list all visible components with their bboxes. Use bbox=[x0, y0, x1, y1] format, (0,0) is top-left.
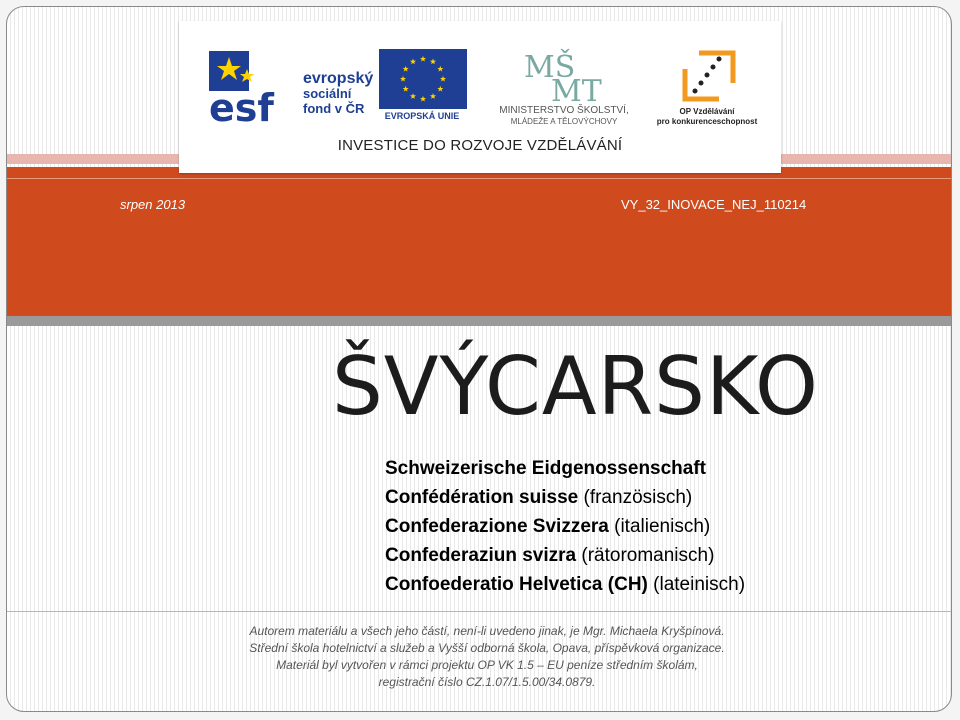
name-bold: Confederazione Svizzera bbox=[385, 516, 609, 537]
official-names-list bbox=[385, 454, 745, 599]
header-band-bottom-stripe bbox=[7, 316, 951, 326]
name-bold: Confédération suisse bbox=[385, 487, 579, 508]
op-vk-logo-icon bbox=[679, 47, 739, 105]
logo-caption: INVESTICE DO ROZVOJE VZDĚLÁVÁNÍ bbox=[337, 137, 623, 154]
esf-line-2: sociální bbox=[303, 86, 352, 101]
material-code: VY_32_INOVACE_NEJ_110214 bbox=[621, 197, 807, 212]
name-language: (lateinisch) bbox=[647, 574, 746, 595]
name-item bbox=[385, 454, 745, 483]
msmt-line-2: MLÁDEŽE A TĚLOVÝCHOVY bbox=[510, 117, 618, 126]
svg-text:MT: MT bbox=[551, 74, 602, 103]
logo-banner bbox=[179, 21, 781, 173]
name-language: (französisch) bbox=[578, 487, 693, 508]
msmt-line-1: MINISTERSTVO ŠKOLSTVÍ, bbox=[499, 105, 629, 116]
date-label: srpen 2013 bbox=[120, 197, 186, 212]
footer-credits bbox=[137, 623, 837, 691]
op-vk-text bbox=[647, 107, 767, 127]
msmt-logo-icon bbox=[519, 47, 609, 103]
name-item bbox=[385, 483, 745, 512]
op-line-1: OP Vzdělávání bbox=[679, 107, 735, 116]
eu-label: EVROPSKÁ UNIE bbox=[384, 111, 460, 121]
name-language: (italienisch) bbox=[608, 516, 711, 537]
header-band bbox=[7, 167, 951, 319]
eu-flag-icon bbox=[379, 49, 467, 109]
slide-title: ŠVÝCARSKO bbox=[332, 340, 820, 433]
name-item bbox=[385, 570, 745, 599]
esf-logo-icon bbox=[207, 47, 302, 127]
header-band-line bbox=[7, 178, 951, 179]
op-line-2: pro konkurenceschopnost bbox=[656, 117, 758, 126]
name-bold: Confoederatio Helvetica (CH) bbox=[385, 574, 648, 595]
footer-divider bbox=[7, 611, 951, 612]
footer-line-2: Střední škola hotelnictví a služeb a Vyšší odborná škola, Opava, příspěvková organizace. bbox=[249, 641, 725, 655]
esf-text bbox=[303, 71, 373, 116]
footer-line-3: Materiál byl vytvořen v rámci projektu OP VK 1.5 – EU peníze středním školám, bbox=[276, 658, 698, 672]
name-language: (rätoromanisch) bbox=[576, 545, 715, 566]
name-bold: Confederaziun svizra bbox=[385, 545, 577, 566]
esf-line-1: evropský bbox=[303, 70, 374, 87]
footer-line-4: registrační číslo CZ.1.07/1.5.00/34.0879. bbox=[378, 675, 596, 689]
svg-text:MŠ: MŠ bbox=[524, 50, 576, 85]
msmt-text bbox=[479, 105, 649, 127]
slide bbox=[6, 6, 952, 712]
name-bold: Schweizerische Eidgenossenschaft bbox=[385, 458, 707, 479]
footer-line-1: Autorem materiálu a všech jeho částí, není-li uvedeno jinak, je Mgr. Michaela Kryšpínová. bbox=[249, 624, 725, 638]
name-item bbox=[385, 541, 745, 570]
svg-text:esf: esf bbox=[209, 86, 274, 127]
name-item bbox=[385, 512, 745, 541]
esf-line-3: fond v ČR bbox=[303, 101, 365, 116]
